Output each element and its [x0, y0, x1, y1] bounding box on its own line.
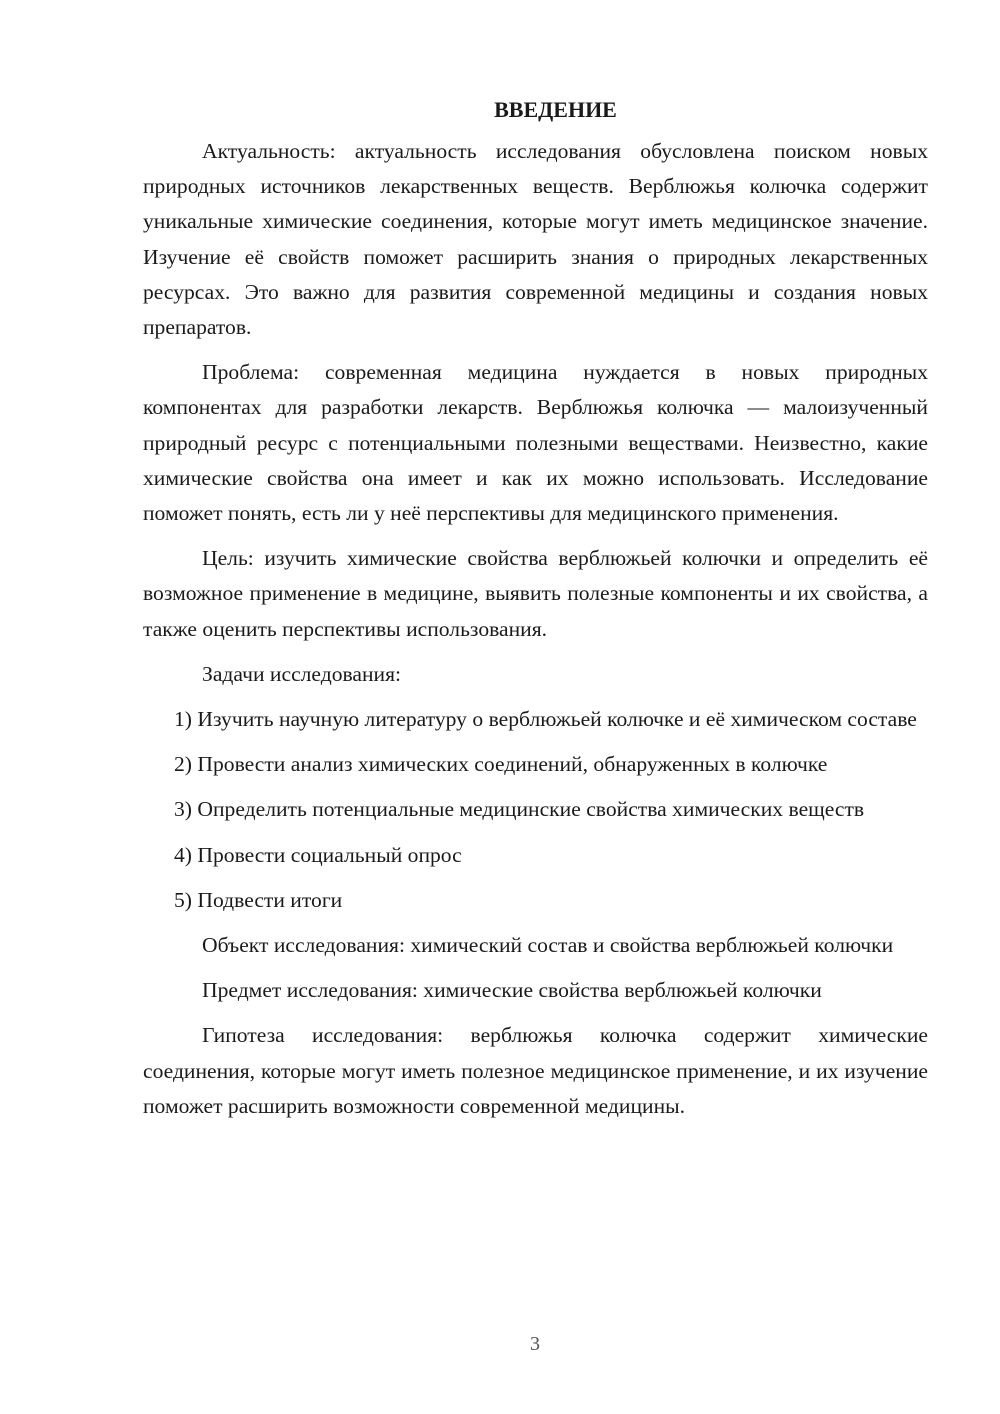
- paragraph-goal: Цель: изучить химические свойства верблюжьей колючки и определить её возможное применение в медицине, выявить полезные компоненты и их свойства, а также оценить перспективы использования.: [143, 546, 928, 641]
- task-item: 2) Провести анализ химических соединений, обнаруженных в колючке: [174, 752, 828, 777]
- tasks-heading: Задачи исследования:: [202, 661, 402, 686]
- task-item: 4) Провести социальный опрос: [174, 842, 462, 867]
- paragraph-relevance: Актуальность: актуальность исследования обусловлена поиском новых природных источников лекарственных веществ. Верблюжья колючка содержит уникальные химические соединения, которые могут иметь медицинское значение. Изучение её свойств поможет расширить знания о природных лекарственных ресурсах. Это важно для развития современной медицины и создания новых препаратов.: [143, 139, 928, 340]
- document-page: [143, 92, 928, 1134]
- page-number: 3: [530, 1333, 540, 1355]
- paragraph-problem: Проблема: современная медицина нуждается в новых природных компонентах для разработки лекарств. Верблюжья колючка — малоизученный природный ресурс с потенциальными полезными веществами. Неизвестно, какие химические свойства она имеет и как их можно использовать. Исследование поможет понять, есть ли у неё перспективы для медицинского применения.: [143, 360, 928, 526]
- paragraph-hypothesis: Гипотеза исследования: верблюжья колючка содержит химические соединения, которые могут иметь полезное медицинское применение, и их изучение поможет расширить возможности современной медицины.: [143, 1023, 928, 1118]
- paragraph-subject: Предмет исследования: химические свойства верблюжьей колючки: [202, 978, 822, 1003]
- task-item: 3) Определить потенциальные медицинские свойства химических веществ: [174, 797, 865, 822]
- task-item: 1) Изучить научную литературу о верблюжьей колючке и её химическом составе: [174, 707, 917, 732]
- section-title: ВВЕДЕНИЕ: [494, 97, 617, 122]
- paragraph-object: Объект исследования: химический состав и свойства верблюжьей колючки: [202, 933, 894, 958]
- task-item: 5) Подвести итоги: [174, 887, 343, 912]
